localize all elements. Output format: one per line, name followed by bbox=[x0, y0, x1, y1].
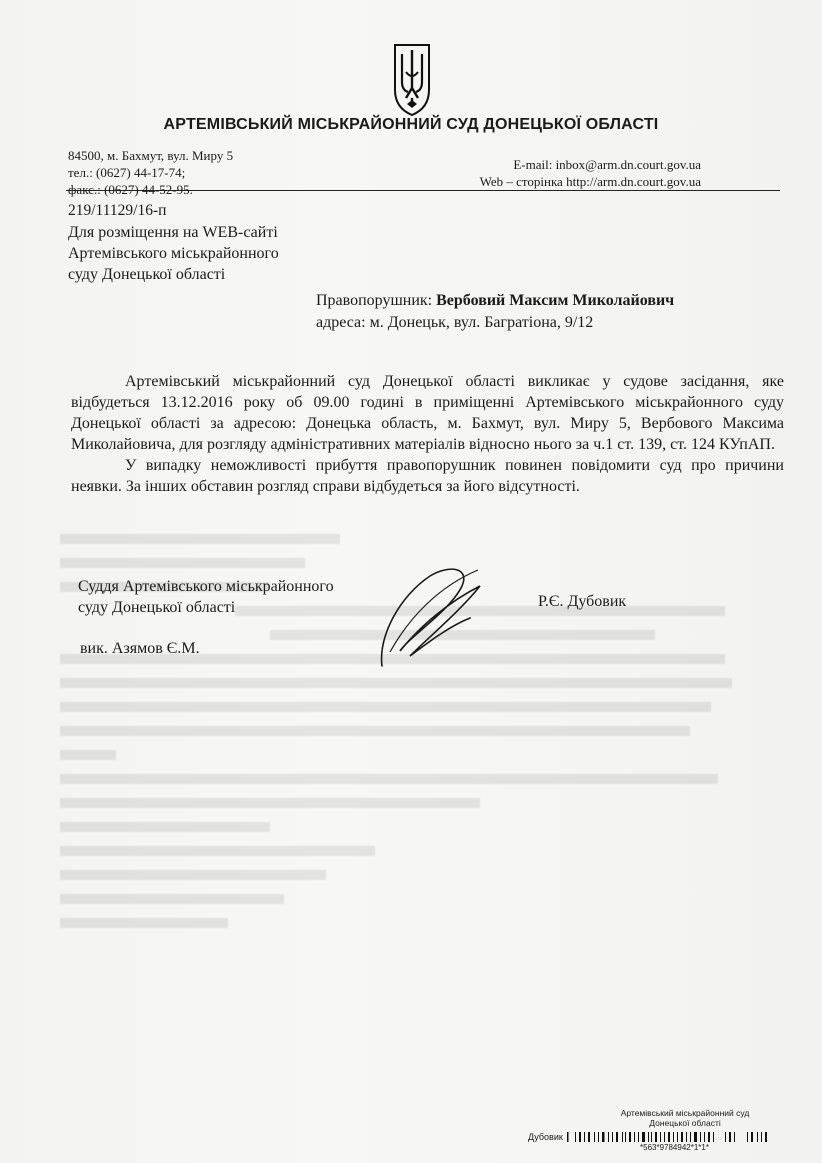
stamp-court-line: Донецької області bbox=[649, 1118, 721, 1128]
offender-block bbox=[316, 290, 674, 334]
court-phone: тел.: (0627) 44-17-74; bbox=[68, 165, 186, 180]
stamp-code: *563*9784942*1*1* bbox=[640, 1143, 709, 1152]
handwritten-signature bbox=[370, 556, 490, 676]
summons-body bbox=[71, 371, 784, 497]
purpose-line: Артемівського міськрайонного bbox=[68, 245, 279, 262]
purpose-block bbox=[68, 222, 279, 285]
stamp-barcode-row bbox=[528, 1132, 767, 1142]
judge-title-line: суду Донецької області bbox=[78, 599, 236, 616]
stamp-court-name bbox=[610, 1108, 760, 1128]
executor-name: вик. Азямов Є.М. bbox=[80, 640, 200, 657]
purpose-line: Для розміщення на WEB-сайті bbox=[68, 224, 278, 241]
coat-of-arms-icon bbox=[392, 42, 432, 118]
judge-title bbox=[78, 576, 334, 618]
court-email: E-mail: inbox@arm.dn.court.gov.ua bbox=[513, 157, 701, 172]
summons-paragraph: Артемівський міськрайонний суд Донецької області викликає у судове засідання, яке відбудеться 13.12.2016 року об 09.00 годині в приміщенні Артемівського міськрайонного суду Донецької області за адресою: Донецька область, м. Бахмут, вул. Миру 5, Вербового Максима Миколайовича, для розгляду адміністративних матеріалів відносно нього за ч.1 ст. 139, ст. 124 КУпАП. bbox=[71, 373, 784, 453]
court-website: Web – сторінка http://arm.dn.court.gov.ua bbox=[479, 174, 701, 189]
summons-paragraph: У випадку неможливості прибуття правопорушник повинен повідомити суд про причини неявки. За інших обставин розгляд справи відбудеться за його відсутності. bbox=[71, 457, 784, 495]
judge-name: Р.Є. Дубовик bbox=[538, 593, 627, 610]
court-contact-block bbox=[480, 156, 701, 190]
header-divider bbox=[66, 190, 780, 191]
offender-name: Вербовий Максим Миколайович bbox=[436, 292, 675, 309]
court-fax: факс.: (0627) 44-52-95. bbox=[68, 182, 193, 197]
stamp-court-line: Артемівський міськрайонний суд bbox=[620, 1108, 750, 1118]
offender-address: адреса: м. Донецьк, вул. Багратіона, 9/12 bbox=[316, 314, 594, 331]
offender-label: Правопорушник: bbox=[316, 292, 433, 309]
stamp-name: Дубовик bbox=[528, 1132, 563, 1142]
court-name: АРТЕМІВСЬКИЙ МІСЬКРАЙОННИЙ СУД ДОНЕЦЬКОЇ ОБЛАСТІ bbox=[163, 116, 659, 133]
document-number: 219/11129/16-п bbox=[68, 202, 167, 219]
barcode-icon bbox=[567, 1132, 767, 1142]
judge-title-line: Суддя Артемівського міськрайонного bbox=[78, 578, 334, 595]
purpose-line: суду Донецької області bbox=[68, 266, 226, 283]
court-address: 84500, м. Бахмут, вул. Миру 5 bbox=[68, 148, 234, 163]
